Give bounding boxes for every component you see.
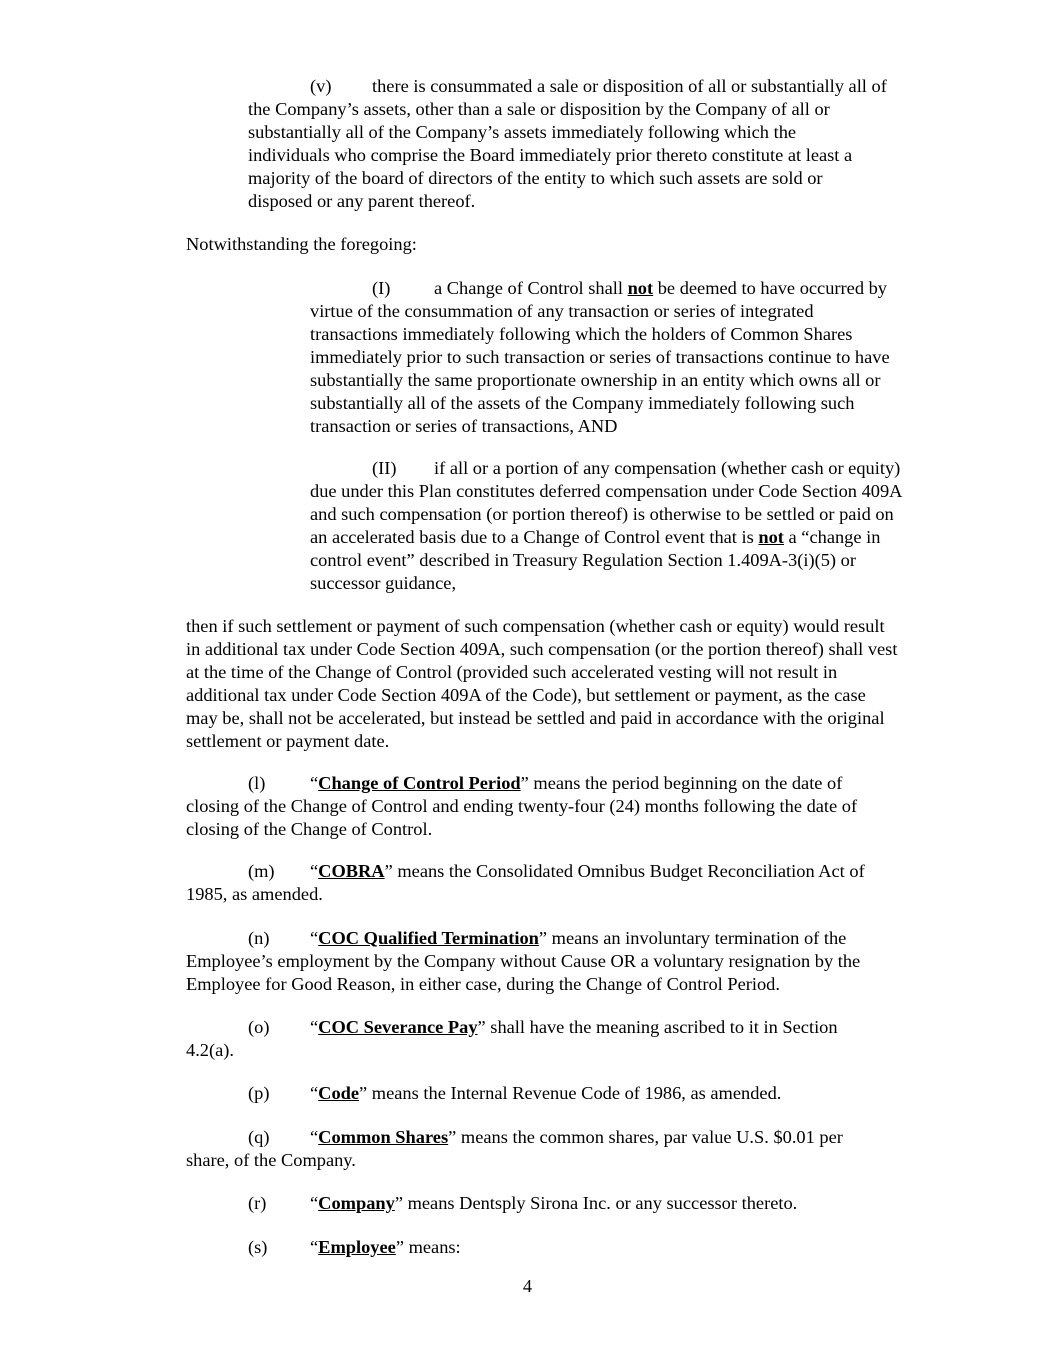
text-line	[310, 323, 890, 346]
text-line	[186, 860, 865, 883]
text-segment: settlement or payment date.	[186, 731, 390, 751]
paragraph-def-p	[186, 1082, 781, 1105]
text-segment: if all or a portion of any compensation (whether cash or equity)	[434, 458, 901, 478]
paragraph-def-r	[186, 1192, 797, 1215]
text-segment: transactions immediately following which the holders of Common Shares	[310, 324, 853, 344]
text-segment: in additional tax under Code Section 409A, such compensation (or the portion thereof) shall vest	[186, 639, 898, 659]
text-segment: a “change in	[783, 527, 881, 547]
text-line	[186, 1016, 838, 1039]
text-line	[248, 190, 887, 213]
text-line	[186, 661, 897, 684]
text-line	[186, 684, 897, 707]
text-segment: successor guidance,	[310, 573, 457, 593]
text-line	[310, 572, 902, 595]
text-segment: and such compensation (or portion thereof) is otherwise to be settled or paid on	[310, 504, 894, 524]
text-segment: majority of the board of directors of the entity to which such assets are sold or	[248, 168, 823, 188]
defined-term: Change of Control Period	[318, 773, 521, 793]
clause-label: (n)	[248, 928, 270, 948]
text-line	[248, 144, 887, 167]
defined-term: not	[627, 278, 654, 298]
text-segment: then if such settlement or payment of such compensation (whether cash or equity) would result	[186, 616, 885, 636]
text-segment: virtue of the consummation of any transaction or series of integrated	[310, 301, 814, 321]
clause-label: (r)	[248, 1193, 267, 1213]
text-segment: share, of the Company.	[186, 1150, 356, 1170]
text-line	[310, 526, 902, 549]
text-line	[310, 300, 890, 323]
text-segment: ” shall have the meaning ascribed to it in Section	[477, 1017, 838, 1037]
paragraph-def-s	[186, 1236, 461, 1259]
text-segment: an accelerated basis due to a Change of Control event that is	[310, 527, 759, 547]
text-segment: substantially the same proportionate ownership in an entity which owns all or	[310, 370, 881, 390]
text-segment: be deemed to have occurred by	[653, 278, 888, 298]
text-line	[186, 1192, 797, 1215]
paragraph-def-n	[186, 927, 860, 996]
text-line	[310, 480, 902, 503]
clause-label: (I)	[372, 278, 391, 298]
text-segment: a Change of Control shall	[434, 278, 628, 298]
text-line	[186, 730, 897, 753]
defined-term: COC Severance Pay	[318, 1017, 478, 1037]
text-segment: “	[310, 861, 319, 881]
text-segment: “	[310, 1237, 319, 1257]
text-segment: there is consummated a sale or disposition of all or substantially all of	[372, 76, 887, 96]
text-line	[186, 795, 857, 818]
text-segment: Employee for Good Reason, in either case, during the Change of Control Period.	[186, 974, 780, 994]
text-segment: Employee’s employment by the Company without Cause OR a voluntary resignation by the	[186, 951, 861, 971]
paragraph-def-o	[186, 1016, 838, 1062]
text-line	[310, 369, 890, 392]
text-segment: ” means the Internal Revenue Code of 1986, as amended.	[359, 1083, 782, 1103]
text-segment: control event” described in Treasury Regulation Section 1.409A-3(i)(5) or	[310, 550, 856, 570]
text-segment: transaction or series of transactions, AND	[310, 416, 618, 436]
text-segment: may be, shall not be accelerated, but instead be settled and paid in accordance with the original	[186, 708, 885, 728]
text-line	[186, 1236, 461, 1259]
paragraph-then-if	[186, 615, 897, 753]
text-segment: disposed or any parent thereof.	[248, 191, 476, 211]
text-segment: “	[310, 1193, 319, 1213]
text-segment: due under this Plan constitutes deferred compensation under Code Section 409A	[310, 481, 903, 501]
text-line	[310, 503, 902, 526]
defined-term: Common Shares	[318, 1127, 449, 1147]
text-segment: 4.2(a).	[186, 1040, 234, 1060]
text-segment: ” means the common shares, par value U.S. $0.01 per	[448, 1127, 843, 1147]
text-segment: additional tax under Code Section 409A of the Code), but settlement or payment, as the case	[186, 685, 866, 705]
paragraph-clause-II	[310, 457, 902, 595]
text-line	[186, 707, 897, 730]
clause-label: (s)	[248, 1237, 268, 1257]
paragraph-def-q	[186, 1126, 843, 1172]
text-segment: 1985, as amended.	[186, 884, 323, 904]
paragraph-def-m	[186, 860, 865, 906]
text-line	[310, 415, 890, 438]
defined-term: COBRA	[318, 861, 385, 881]
paragraph-clause-v	[248, 75, 887, 213]
text-line	[186, 1082, 781, 1105]
text-line	[310, 346, 890, 369]
text-segment: closing of the Change of Control.	[186, 819, 433, 839]
text-line	[248, 167, 887, 190]
text-segment: Notwithstanding the foregoing:	[186, 234, 417, 254]
clause-label: (o)	[248, 1017, 270, 1037]
text-segment: individuals who comprise the Board immediately prior thereto constitute at least a	[248, 145, 853, 165]
paragraph-def-l	[186, 772, 857, 841]
text-segment: “	[310, 773, 319, 793]
text-segment: closing of the Change of Control and ending twenty-four (24) months following the date of	[186, 796, 858, 816]
text-line	[310, 277, 890, 300]
text-line	[186, 1149, 843, 1172]
text-line	[186, 638, 897, 661]
text-segment: “	[310, 1017, 319, 1037]
text-segment: ” means an involuntary termination of the	[538, 928, 847, 948]
defined-term: Code	[318, 1083, 360, 1103]
text-segment: ” means the Consolidated Omnibus Budget Reconciliation Act of	[384, 861, 865, 881]
clause-label: (v)	[310, 76, 332, 96]
clause-label: (p)	[248, 1083, 270, 1103]
text-line	[248, 98, 887, 121]
clause-label: (II)	[372, 458, 397, 478]
text-segment: at the time of the Change of Control (provided such accelerated vesting will not result in	[186, 662, 838, 682]
text-segment: the Company’s assets, other than a sale or disposition by the Company of all or	[248, 99, 830, 119]
text-line	[186, 615, 897, 638]
defined-term: COC Qualified Termination	[318, 928, 539, 948]
text-segment: “	[310, 1127, 319, 1147]
text-line	[186, 950, 860, 973]
text-line	[186, 883, 865, 906]
text-segment: ” means:	[395, 1237, 461, 1257]
text-segment: substantially all of the assets of the Company immediately following such	[310, 393, 855, 413]
text-segment: immediately prior to such transaction or series of transactions continue to have	[310, 347, 890, 367]
text-line	[186, 973, 860, 996]
text-line	[310, 457, 902, 480]
text-line	[186, 818, 857, 841]
clause-label: (q)	[248, 1127, 270, 1147]
paragraph-clause-I	[310, 277, 890, 438]
defined-term: Employee	[318, 1237, 396, 1257]
text-segment: ” means the period beginning on the date of	[520, 773, 843, 793]
clause-label: (m)	[248, 861, 275, 881]
text-line	[310, 549, 902, 572]
text-line	[248, 121, 887, 144]
page-number: 4	[522, 1276, 533, 1296]
defined-term: not	[758, 527, 784, 547]
text-line	[248, 75, 887, 98]
text-line	[186, 1126, 843, 1149]
text-segment: ” means Dentsply Sirona Inc. or any successor thereto.	[394, 1193, 798, 1213]
text-line	[310, 392, 890, 415]
clause-label: (l)	[248, 773, 266, 793]
text-line	[186, 927, 860, 950]
defined-term: Company	[318, 1193, 395, 1213]
text-line	[186, 1039, 838, 1062]
text-segment: “	[310, 1083, 319, 1103]
text-line	[186, 233, 417, 256]
text-line	[186, 772, 857, 795]
text-segment: substantially all of the Company’s assets immediately following which the	[248, 122, 797, 142]
text-segment: “	[310, 928, 319, 948]
paragraph-notwithstanding	[186, 233, 417, 256]
